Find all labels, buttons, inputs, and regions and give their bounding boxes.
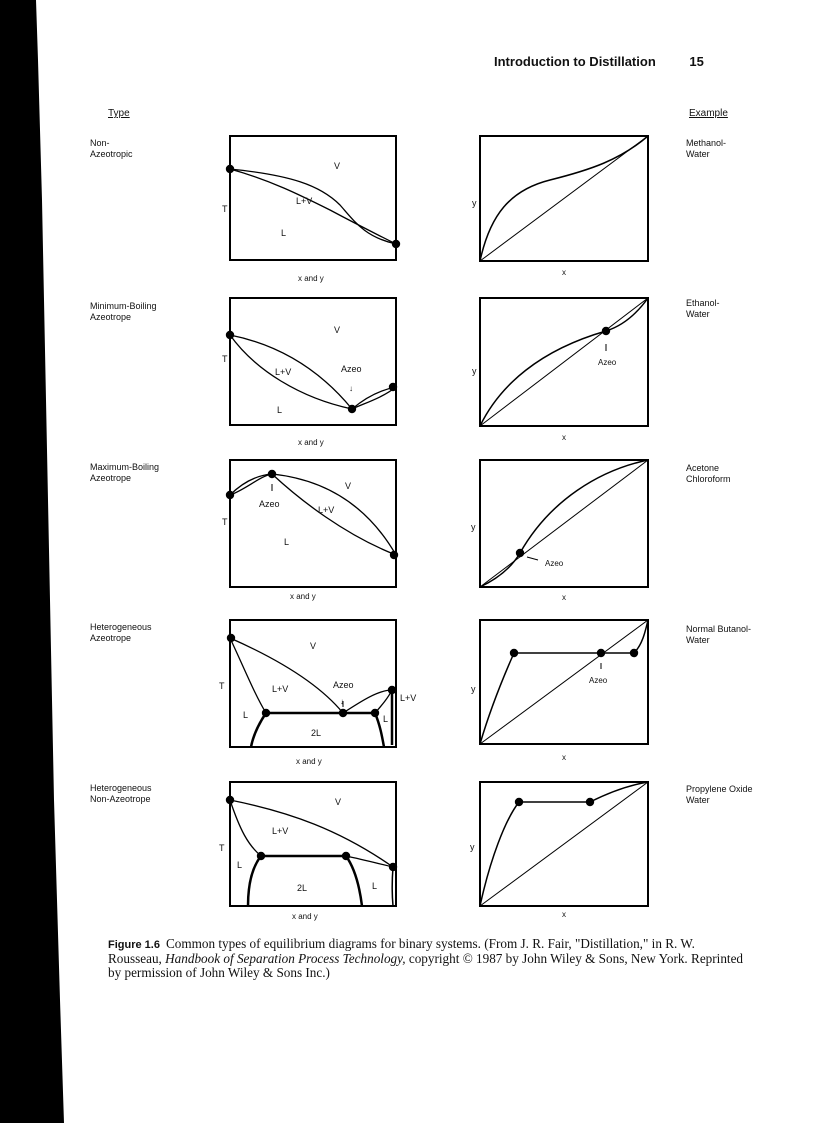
- row-3-xy-azeo-label: Azeo: [545, 559, 564, 568]
- caption-book-title: Handbook of Separation Process Technology,: [165, 951, 406, 966]
- row-3-region-l: L: [284, 537, 290, 547]
- row-5-example: Propylene Oxide Water: [686, 784, 753, 805]
- row-4-axis-xy: x and y: [296, 757, 322, 766]
- row-4-region-2l: 2L: [311, 728, 322, 738]
- row-4-axis-x: x: [562, 753, 566, 762]
- page-number: 15: [689, 54, 704, 69]
- row-2-xy-diagonal: [480, 298, 648, 426]
- row-5-region-l-right: L: [372, 881, 378, 891]
- row-3-txy-point-right: [390, 551, 398, 559]
- row-3-txy-vapor-curve: [230, 474, 396, 555]
- row-4-xy-azeo-point: [597, 649, 605, 657]
- row-4-txy-left-solubility-curve: [251, 713, 266, 747]
- row-2-txy-azeo-point: [348, 405, 356, 413]
- row-2-example: Ethanol- Water: [686, 298, 720, 319]
- row-4-region-l-right: L: [383, 714, 389, 724]
- row-5-region-lv: L+V: [272, 826, 289, 836]
- row-1-example: Methanol- Water: [686, 138, 727, 159]
- row-4-region-v: V: [310, 641, 317, 651]
- row-4-example: Normal Butanol- Water: [686, 624, 752, 645]
- row-4-region-lv-left: L+V: [272, 684, 289, 694]
- row-1-txy-point-right: [392, 240, 400, 248]
- row-4-axis-t: T: [219, 681, 225, 691]
- row-3-type: Maximum-Boiling Azeotrope: [90, 462, 160, 483]
- row-3-xy-azeo-point: [516, 549, 524, 557]
- row-4-axis-y: y: [471, 684, 476, 694]
- row-5-axis-y: y: [470, 842, 475, 852]
- row-3-txy-azeo-label: Azeo: [259, 499, 280, 509]
- row-2-region-v: V: [334, 325, 341, 335]
- row-4-region-l-left: L: [243, 710, 249, 720]
- row-3-xy-azeo-arrow: [527, 557, 538, 560]
- row-3-region-v: V: [345, 481, 352, 491]
- row-2-txy-point-right: [389, 383, 397, 391]
- row-3-axis-y: y: [471, 522, 476, 532]
- row-5-txy-right-solubility-curve: [346, 856, 362, 906]
- row-3-region-lv: L+V: [318, 505, 335, 515]
- row-5-xy-diagonal: [480, 782, 648, 906]
- row-3-axis-x: x: [562, 593, 566, 602]
- row-5-axis-t: T: [219, 843, 225, 853]
- row-5-region-v: V: [335, 797, 342, 807]
- row-3-axis-t: T: [222, 517, 228, 527]
- row-4-txy-left-liquid-curve: [230, 638, 266, 713]
- row-5-region-l-left: L: [237, 860, 243, 870]
- row-1-axis-t: T: [222, 204, 228, 214]
- row-5-txy-edge-curve: [392, 867, 393, 906]
- row-4-txy-point-left: [227, 634, 235, 642]
- row-3-example: Acetone Chloroform: [686, 463, 731, 484]
- row-1-txy-vapor-curve: [230, 169, 396, 244]
- row-4-txy-azeo-point: [339, 709, 347, 717]
- row-4-txy-azeo-arrow-glyph: ↓: [340, 697, 344, 706]
- row-5-txy-point-l1: [257, 852, 265, 860]
- row-4-xy-azeo-label: Azeo: [589, 676, 608, 685]
- header-title: Introduction to Distillation: [494, 54, 656, 69]
- row-2-type: Minimum-Boiling Azeotrope: [90, 301, 157, 322]
- row-3-txy-point-left: [226, 491, 234, 499]
- row-2-region-l: L: [277, 405, 283, 415]
- row-1-type: Non- Azeotropic: [90, 138, 133, 159]
- row-2-txy-point-left: [226, 331, 234, 339]
- row-3-txy-liquid-curve: [230, 474, 396, 555]
- row-1-xy-diagonal: [480, 136, 648, 261]
- row-5-xy-point-right: [586, 798, 594, 806]
- row-1-txy-liquid-curve: [230, 169, 396, 244]
- row-5-xy-point-left: [515, 798, 523, 806]
- row-2-axis-xy: x and y: [298, 438, 324, 447]
- row-3-axis-xy: x and y: [290, 592, 316, 601]
- row-1-region-lv: L+V: [296, 196, 313, 206]
- caption-text-part2: copyright © 1987 by John Wiley & Sons, New York. Reprinted by permission of John Wiley & Sons Inc.): [108, 951, 744, 980]
- row-5-txy-liquid-curve: [230, 800, 261, 856]
- row-2-txy-vapor-curve: [230, 335, 396, 409]
- row-3-xy-diagonal: [480, 460, 648, 587]
- row-4-xy-diagonal: [480, 620, 648, 744]
- row-2-xy-azeo-point: [602, 327, 610, 335]
- row-3-txy-azeo-point: [268, 470, 276, 478]
- row-4-xy-point-left: [510, 649, 518, 657]
- row-2-xy-azeo-label: Azeo: [598, 358, 617, 367]
- row-1-axis-y: y: [472, 198, 477, 208]
- row-3-txy-frame: [230, 460, 396, 587]
- row-1-axis-xy: x and y: [298, 274, 324, 283]
- row-4-txy-azeo-label: Azeo: [333, 680, 354, 690]
- row-1-axis-x: x: [562, 268, 566, 277]
- row-5-txy-point-left: [226, 796, 234, 804]
- caption-text-part1: Common types of equilibrium diagrams for binary systems. (From J. R. Fair, "Distillation," in R. W. Rousseau,: [108, 936, 695, 966]
- row-2-axis-x: x: [562, 433, 566, 442]
- row-5-type: Heterogeneous Non-Azeotrope: [90, 783, 152, 804]
- row-4-txy-point-right: [388, 686, 396, 694]
- row-1-txy-point-left: [226, 165, 234, 173]
- row-2-txy-azeo-arrow-glyph: ↓: [349, 384, 353, 393]
- row-4-xy-point-right: [630, 649, 638, 657]
- row-5-axis-xy: x and y: [292, 912, 318, 921]
- caption-figure-label: Figure 1.6: [108, 939, 160, 951]
- row-2-txy-azeo-label: Azeo: [341, 364, 362, 374]
- row-2-region-lv: L+V: [275, 367, 292, 377]
- row-4-type: Heterogeneous Azeotrope: [90, 622, 152, 643]
- row-5-txy-point-l2: [342, 852, 350, 860]
- row-1-region-l: L: [281, 228, 287, 238]
- row-5-region-2l: 2L: [297, 883, 308, 893]
- row-4-txy-point-l1: [262, 709, 270, 717]
- column-heading-type: Type: [108, 108, 130, 119]
- column-heading-example: Example: [689, 108, 728, 119]
- row-2-axis-y: y: [472, 366, 477, 376]
- row-4-region-lv-right: L+V: [400, 693, 417, 703]
- row-5-txy-left-solubility-curve: [248, 856, 261, 906]
- row-5-txy-point-right: [389, 863, 397, 871]
- row-5-axis-x: x: [562, 910, 566, 919]
- figure-caption: [108, 937, 748, 980]
- row-2-axis-t: T: [222, 354, 228, 364]
- row-1-region-v: V: [334, 161, 341, 171]
- row-4-txy-point-l2: [371, 709, 379, 717]
- row-1-txy-frame: [230, 136, 396, 260]
